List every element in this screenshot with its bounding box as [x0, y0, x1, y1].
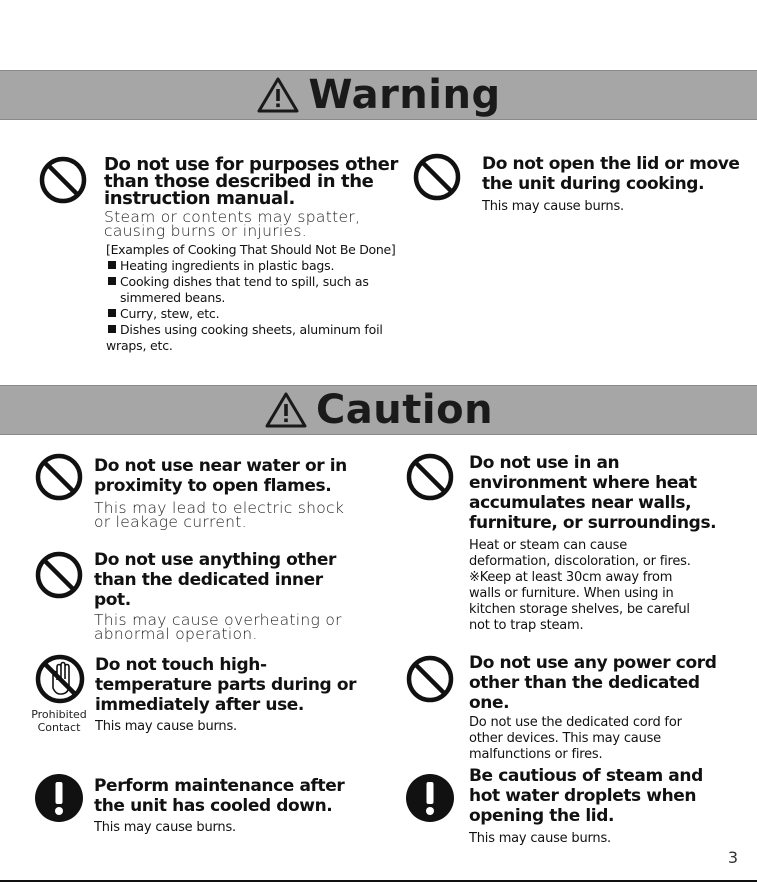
prohibited-icon: [38, 155, 88, 205]
caution-text: This may cause burns.: [469, 831, 611, 846]
prohibited-icon: [34, 452, 84, 502]
caution-heading: Do not touch high-temperature parts during or immediately after use.: [95, 655, 357, 715]
examples-title: [Examples of Cooking That Should Not Be Done]: [106, 242, 396, 257]
prohibited-icon: [412, 152, 462, 202]
icon-caption: Prohibited Contact: [31, 708, 87, 734]
caution-text: This may lead to electric shock or leakage current.: [94, 499, 345, 531]
warning-heading: Do not open the lid or move the unit during cooking.: [482, 154, 740, 194]
caution-header: [0, 385, 757, 435]
page-number: 3: [727, 848, 738, 867]
prohibited-contact-hand-icon: [33, 652, 87, 706]
list-item: Curry, stew, etc.: [106, 306, 428, 322]
warning-triangle-icon: [264, 391, 308, 429]
caution-text: Do not use the dedicated cord for other devices. This may cause malfunctions or fires.: [469, 715, 682, 762]
warning-text: Steam or contents may spatter, causing burns or injuries.: [104, 208, 361, 240]
list-item: Heating ingredients in plastic bags.: [106, 258, 428, 274]
caution-text: Heat or steam can cause deformation, discoloration, or fires. ※Keep at least 30cm away from walls or furniture. When using in kitchen storage shelves, be careful not to trap steam.: [469, 538, 691, 633]
mandatory-action-icon: [405, 773, 455, 823]
caution-heading: Do not use in an environment where heat accumulates near walls, furniture, or surroundings.: [469, 453, 717, 533]
warning-title: Warning: [308, 72, 501, 118]
mandatory-action-icon: [34, 773, 84, 823]
caution-text: This may cause burns.: [94, 820, 236, 835]
examples-list: [106, 258, 428, 354]
prohibited-icon: [34, 550, 84, 600]
caution-heading: Do not use near water or in proximity to open flames.: [94, 456, 347, 496]
caution-heading: Perform maintenance after the unit has cooled down.: [94, 776, 345, 816]
caution-title: Caution: [315, 387, 494, 433]
page-bottom-rule: [0, 880, 757, 882]
warning-triangle-icon: [256, 76, 300, 114]
warning-heading: Do not use for purposes other than those described in the instruction manual.: [104, 154, 398, 209]
caution-heading: Be cautious of steam and hot water droplets when opening the lid.: [469, 766, 703, 826]
prohibited-icon: [405, 654, 455, 704]
caution-text: This may cause overheating or abnormal operation.: [94, 611, 342, 643]
warning-text: This may cause burns.: [482, 199, 624, 214]
caution-heading: Do not use any power cord other than the dedicated one.: [469, 653, 717, 713]
list-item: Dishes using cooking sheets, aluminum foil wraps, etc.: [106, 322, 383, 353]
list-item: Cooking dishes that tend to spill, such as simmered beans.: [106, 274, 400, 306]
warning-header: [0, 70, 757, 120]
caution-heading: Do not use anything other than the dedicated inner pot.: [94, 550, 336, 610]
caution-text: This may cause burns.: [95, 719, 237, 734]
prohibited-icon: [405, 452, 455, 502]
